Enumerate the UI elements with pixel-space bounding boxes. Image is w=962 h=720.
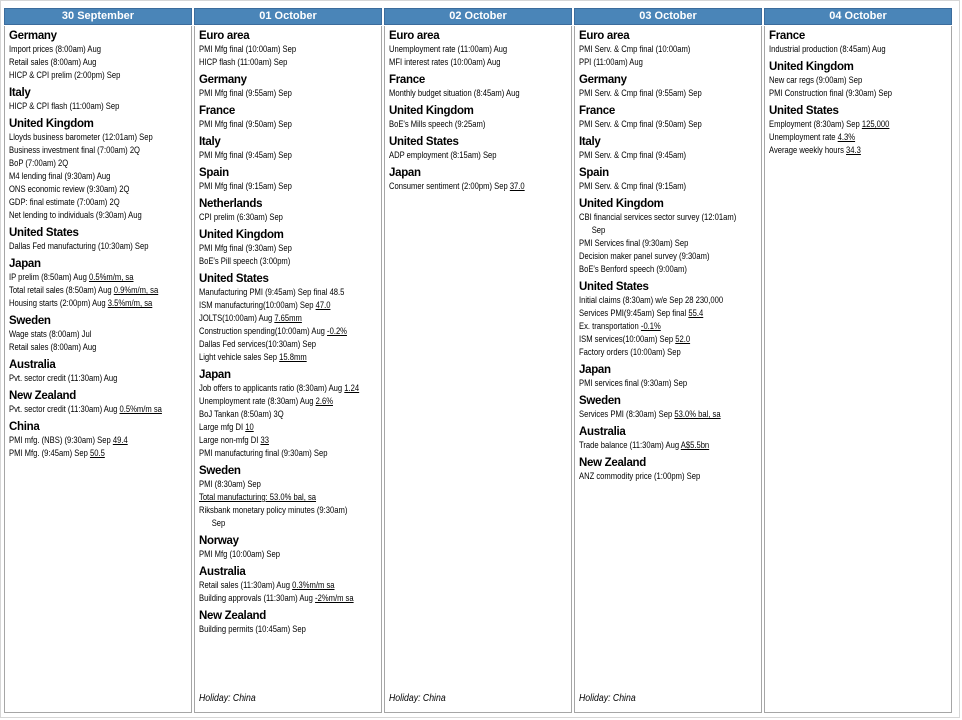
event-value: 4.3% — [837, 132, 856, 143]
country-header: Euro area — [389, 30, 440, 42]
event-line: Retail sales (8:00am) Aug — [9, 57, 97, 68]
event-value: 2.6% — [315, 396, 333, 407]
event-value: 15.8mm — [279, 352, 307, 363]
event-line: ISM services(10:00am) Sep 52.0 — [579, 334, 691, 345]
event-line: Monthly budget situation (8:45am) Aug — [389, 88, 520, 99]
day-column-3 — [574, 8, 762, 713]
day-body — [764, 26, 952, 713]
event-line: HICP & CPI flash (11:00am) Sep — [9, 101, 120, 112]
event-line: Manufacturing PMI (9:45am) Sep final 48.5 — [199, 287, 345, 298]
country-header: Japan — [199, 369, 231, 381]
event-line: Dallas Fed services(10:30am) Sep — [199, 339, 317, 350]
event-line: Initial claims (8:30am) w/e Sep 28 230,000 — [579, 295, 724, 306]
country-section — [9, 87, 191, 113]
country-header: Germany — [579, 74, 627, 86]
country-header: France — [769, 30, 805, 42]
country-header: United Kingdom — [199, 229, 284, 241]
event-value: A$5.5bn — [680, 440, 710, 451]
event-line: HICP & CPI prelim (2:00pm) Sep — [9, 70, 121, 81]
event-value: 37.0 — [509, 181, 525, 192]
country-header: Spain — [579, 167, 609, 179]
country-section — [9, 421, 191, 460]
country-header: France — [389, 74, 425, 86]
country-section — [579, 426, 761, 452]
event-line — [199, 491, 381, 504]
country-section — [389, 136, 571, 162]
event-line: Net lending to individuals (9:30am) Aug — [9, 210, 142, 221]
country-header: Spain — [199, 167, 229, 179]
country-section — [579, 74, 761, 100]
day-header: 04 October — [764, 8, 952, 25]
country-section — [199, 229, 381, 268]
event-line: Services PMI (8:30am) Sep 53.0% bal, sa — [579, 409, 721, 420]
event-line: Decision maker panel survey (9:30am) — [579, 251, 710, 262]
event-line: Ex. transportation -0.1% — [579, 321, 661, 332]
country-header: Norway — [199, 535, 239, 547]
country-header: United Kingdom — [9, 118, 94, 130]
event-line: PMI (8:30am) Sep — [199, 479, 261, 490]
event-line: Import prices (8:00am) Aug — [9, 44, 101, 55]
event-line: Housing starts (2:00pm) Aug 3.5%m/m, sa — [9, 298, 153, 309]
country-header: United States — [9, 227, 79, 239]
event-line: BoP (7:00am) 2Q — [9, 158, 69, 169]
event-line: PMI Mfg final (9:55am) Sep — [199, 88, 292, 99]
country-section — [199, 465, 381, 530]
event-line: Pvt. sector credit (11:30am) Aug — [9, 373, 118, 384]
event-line: Wage stats (8:00am) Jul — [9, 329, 92, 340]
event-value: 0.5%m/m sa — [119, 404, 162, 415]
country-header: Japan — [389, 167, 421, 179]
event-line: MFI interest rates (10:00am) Aug — [389, 57, 501, 68]
event-line: Pvt. sector credit (11:30am) Aug 0.5%m/m sa — [9, 404, 162, 415]
country-header: United Kingdom — [579, 198, 664, 210]
country-header: Australia — [579, 426, 626, 438]
day-header: 02 October — [384, 8, 572, 25]
event-line: New car regs (9:00am) Sep — [769, 75, 863, 86]
event-line: IP prelim (8:50am) Aug 0.5%m/m, sa — [9, 272, 134, 283]
day-column-0 — [4, 8, 192, 713]
country-header: Sweden — [9, 315, 51, 327]
country-header: United States — [579, 281, 649, 293]
event-value: 0.3%m/m sa — [292, 580, 335, 591]
country-section — [579, 105, 761, 131]
event-value: 34.3 — [846, 145, 861, 156]
day-body — [384, 26, 572, 713]
event-line: GDP: final estimate (7:00am) 2Q — [9, 197, 120, 208]
event-line: BoE's Benford speech (9:00am) — [579, 264, 687, 275]
day-body — [4, 26, 192, 713]
event-line: Building permits (10:45am) Sep — [199, 624, 306, 635]
country-header: United States — [769, 105, 839, 117]
event-value: -0.2% — [327, 326, 347, 337]
country-section — [389, 74, 571, 100]
country-header: New Zealand — [9, 390, 76, 402]
event-line: PMI services final (9:30am) Sep — [579, 378, 688, 389]
event-line: HICP flash (11:00am) Sep — [199, 57, 288, 68]
event-value: 49.4 — [112, 435, 128, 446]
event-line: PMI Mfg (10:00am) Sep — [199, 549, 280, 560]
country-section — [389, 30, 571, 69]
event-line: PMI Mfg final (9:15am) Sep — [199, 181, 292, 192]
event-line: Industrial production (8:45am) Aug — [769, 44, 886, 55]
country-header: Euro area — [579, 30, 630, 42]
event-line: PMI Serv. & Cmp final (10:00am) — [579, 44, 691, 55]
event-line: Job offers to applicants ratio (8:30am) Aug 1.24 — [199, 383, 360, 394]
event-value: 125,000 — [861, 119, 890, 130]
country-section — [9, 118, 191, 222]
event-line: Business investment final (7:00am) 2Q — [9, 145, 141, 156]
event-line: PMI Mfg. (9:45am) Sep 50.5 — [9, 448, 105, 459]
event-line: PMI Mfg final (9:45am) Sep — [199, 150, 292, 161]
country-section — [579, 395, 761, 421]
country-section — [199, 167, 381, 193]
country-header: Sweden — [579, 395, 621, 407]
event-line: BoE's Pill speech (3:00pm) — [199, 256, 291, 267]
day-header: 01 October — [194, 8, 382, 25]
holiday-note: Holiday: China — [199, 692, 256, 704]
country-header: France — [579, 105, 615, 117]
country-section — [579, 198, 761, 276]
holiday-note: Holiday: China — [579, 692, 636, 704]
event-line: ISM manufacturing(10:00am) Sep 47.0 — [199, 300, 331, 311]
event-value: 7.65mm — [274, 313, 302, 324]
event-value: Total manufacturing: 53.0% bal, sa — [199, 492, 317, 503]
event-value: 33 — [260, 435, 269, 446]
event-line: PMI manufacturing final (9:30am) Sep — [199, 448, 328, 459]
country-header: United States — [199, 273, 269, 285]
country-section — [769, 105, 951, 157]
country-section — [199, 74, 381, 100]
event-value: -2%m/m sa — [315, 593, 354, 604]
event-value: 53.0% bal, sa — [674, 409, 721, 420]
day-body — [194, 26, 382, 713]
event-line: PMI Serv. & Cmp final (9:50am) Sep — [579, 119, 702, 130]
event-line: Trade balance (11:30am) Aug A$5.5bn — [579, 440, 710, 451]
country-section — [9, 315, 191, 354]
event-line: PPI (11:00am) Aug — [579, 57, 643, 68]
event-line: PMI Serv. & Cmp final (9:15am) — [579, 181, 687, 192]
country-section — [199, 566, 381, 605]
event-line: Retail sales (11:30am) Aug 0.3%m/m sa — [199, 580, 335, 591]
country-header: China — [9, 421, 40, 433]
country-section — [199, 105, 381, 131]
event-line: Light vehicle sales Sep 15.8mm — [199, 352, 307, 363]
calendar-grid — [1, 1, 959, 713]
event-line: M4 lending final (9:30am) Aug — [9, 171, 111, 182]
event-line: CPI prelim (6:30am) Sep — [199, 212, 283, 223]
event-value: 0.9%m/m, sa — [113, 285, 159, 296]
event-line: PMI Construction final (9:30am) Sep — [769, 88, 892, 99]
country-header: Japan — [9, 258, 41, 270]
country-section — [579, 364, 761, 390]
country-header: Japan — [579, 364, 611, 376]
event-line: PMI Mfg final (9:30am) Sep — [199, 243, 292, 254]
day-body — [574, 26, 762, 713]
day-header: 03 October — [574, 8, 762, 25]
event-line: PMI Mfg final (10:00am) Sep — [199, 44, 297, 55]
country-section — [199, 610, 381, 636]
country-section — [579, 457, 761, 483]
event-line: ONS economic review (9:30am) 2Q — [9, 184, 130, 195]
event-line: Average weekly hours 34.3 — [769, 145, 861, 156]
country-section — [199, 273, 381, 364]
event-value: 0.5%m/m, sa — [88, 272, 134, 283]
event-line: Building approvals (11:30am) Aug -2%m/m sa — [199, 593, 354, 604]
day-column-4 — [764, 8, 952, 713]
country-header: Italy — [199, 136, 221, 148]
event-value: 10 — [245, 422, 254, 433]
event-line: Construction spending(10:00am) Aug -0.2% — [199, 326, 347, 337]
event-line: Large non-mfg DI 33 — [199, 435, 269, 446]
event-line: Consumer sentiment (2:00pm) Sep 37.0 — [389, 181, 525, 192]
country-header: Euro area — [199, 30, 250, 42]
country-header: Australia — [199, 566, 246, 578]
event-line: Dallas Fed manufacturing (10:30am) Sep — [9, 241, 149, 252]
event-line: Unemployment rate (11:00am) Aug — [389, 44, 508, 55]
event-value: -0.1% — [640, 321, 661, 332]
country-header: New Zealand — [199, 610, 266, 622]
country-section — [9, 390, 191, 416]
event-line: Large mfg DI 10 — [199, 422, 254, 433]
country-header: United Kingdom — [769, 61, 854, 73]
country-header: Australia — [9, 359, 56, 371]
event-line: ADP employment (8:15am) Sep — [389, 150, 497, 161]
country-section — [199, 535, 381, 561]
event-line: Services PMI(9:45am) Sep final 55.4 — [579, 308, 704, 319]
country-section — [199, 198, 381, 224]
event-value: 47.0 — [315, 300, 331, 311]
country-section — [389, 167, 571, 193]
country-section — [9, 227, 191, 253]
event-value: 55.4 — [688, 308, 704, 319]
country-section — [769, 30, 951, 56]
event-line: BoE's Mills speech (9:25am) — [389, 119, 486, 130]
event-value: 1.24 — [344, 383, 360, 394]
event-line: BoJ Tankan (8:50am) 3Q — [199, 409, 284, 420]
event-value: 50.5 — [89, 448, 105, 459]
country-header: Germany — [9, 30, 57, 42]
event-line: Riksbank monetary policy minutes (9:30am) Sep — [199, 504, 381, 530]
event-line: Retail sales (8:00am) Aug — [9, 342, 97, 353]
country-section — [579, 281, 761, 359]
event-line: CBI financial services sector survey (12:01am) Sep — [579, 211, 761, 237]
holiday-note: Holiday: China — [389, 692, 446, 704]
country-section — [9, 359, 191, 385]
country-section — [389, 105, 571, 131]
country-header: United States — [389, 136, 459, 148]
event-line: JOLTS(10:00am) Aug 7.65mm — [199, 313, 302, 324]
country-header: Germany — [199, 74, 247, 86]
event-continuation: Sep — [211, 518, 226, 529]
country-section — [199, 369, 381, 460]
country-header: Italy — [579, 136, 601, 148]
event-line: PMI mfg. (NBS) (9:30am) Sep 49.4 — [9, 435, 128, 446]
country-section — [579, 136, 761, 162]
country-section — [9, 30, 191, 82]
country-section — [199, 30, 381, 69]
country-section — [9, 258, 191, 310]
country-section — [769, 61, 951, 100]
day-header: 30 September — [4, 8, 192, 25]
event-line: Total retail sales (8:50am) Aug 0.9%m/m, sa — [9, 285, 159, 296]
day-column-1 — [194, 8, 382, 713]
event-value: 3.5%m/m, sa — [107, 298, 153, 309]
event-line: PMI Mfg final (9:50am) Sep — [199, 119, 292, 130]
country-section — [199, 136, 381, 162]
event-line: PMI Serv. & Cmp final (9:45am) — [579, 150, 687, 161]
country-section — [579, 30, 761, 69]
event-line: Lloyds business barometer (12:01am) Sep — [9, 132, 153, 143]
event-line: Employment (8:30am) Sep 125,000 — [769, 119, 890, 130]
country-header: New Zealand — [579, 457, 646, 469]
country-header: Sweden — [199, 465, 241, 477]
event-line: ANZ commodity price (1:00pm) Sep — [579, 471, 701, 482]
event-line: Unemployment rate (8:30am) Aug 2.6% — [199, 396, 333, 407]
event-continuation: Sep — [591, 225, 606, 236]
country-header: Italy — [9, 87, 31, 99]
event-line: PMI Serv. & Cmp final (9:55am) Sep — [579, 88, 702, 99]
event-value: 52.0 — [675, 334, 691, 345]
country-header: Netherlands — [199, 198, 263, 210]
country-header: France — [199, 105, 235, 117]
country-section — [579, 167, 761, 193]
day-column-2 — [384, 8, 572, 713]
event-line: Unemployment rate 4.3% — [769, 132, 856, 143]
country-header: United Kingdom — [389, 105, 474, 117]
event-line: Factory orders (10:00am) Sep — [579, 347, 681, 358]
event-line: PMI Services final (9:30am) Sep — [579, 238, 689, 249]
